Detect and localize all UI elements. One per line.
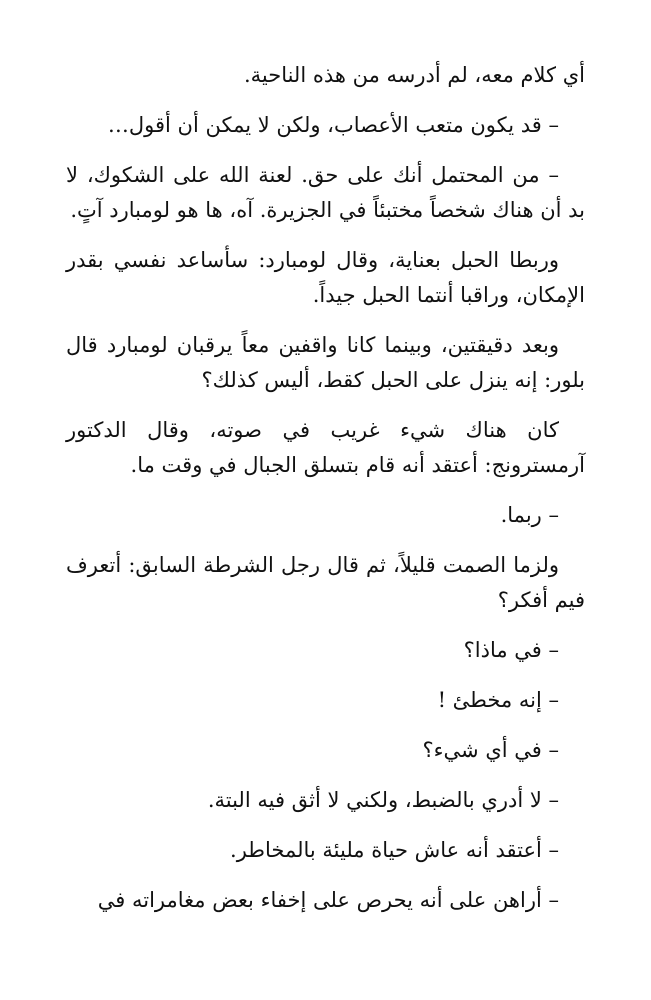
paragraph-7: – ربما. — [500, 503, 559, 527]
paragraph-5: وبعد دقيقتين، وبينما كانا واقفين معاً يرقبان لومبارد قال بلور: إنه ينزل على الحبل كقط، أليس كذلك؟ — [66, 333, 585, 392]
paragraph-2: – قد يكون متعب الأعصاب، ولكن لا يمكن أن أقول… — [107, 113, 559, 137]
paragraph-13: – أعتقد أنه عاش حياة مليئة بالمخاطر. — [230, 838, 559, 862]
paragraph-1: أي كلام معه، لم أدرسه من هذه الناحية. — [243, 63, 585, 87]
paragraph-14: – أراهن على أنه يحرص على إخفاء بعض مغامراته في — [97, 888, 559, 912]
paragraph-6: كان هناك شيء غريب في صوته، وقال الدكتور آرمسترونج: أعتقد أنه قام بتسلق الجبال في وقت ما. — [66, 418, 585, 477]
paragraph-9: – في ماذا؟ — [463, 638, 559, 662]
paragraph-10: – إنه مخطئ ! — [437, 688, 559, 712]
paragraph-3: – من المحتمل أنك على حق. لعنة الله على الشكوك، لا بد أن هناك شخصاً مختبئاً في الجزيرة. آه، ها هو لومبارد آتٍ. — [66, 163, 585, 222]
paragraph-11: – في أي شيء؟ — [422, 738, 559, 762]
paragraph-4: وربطا الحبل بعناية، وقال لومبارد: سأساعد نفسي بقدر الإمكان، وراقبا أنتما الحبل جيداً. — [66, 248, 585, 307]
paragraph-12: – لا أدري بالضبط، ولكني لا أثق فيه البتة. — [207, 788, 559, 812]
paragraph-8: ولزما الصمت قليلاً، ثم قال رجل الشرطة السابق: أتعرف فيم أفكر؟ — [66, 553, 585, 612]
